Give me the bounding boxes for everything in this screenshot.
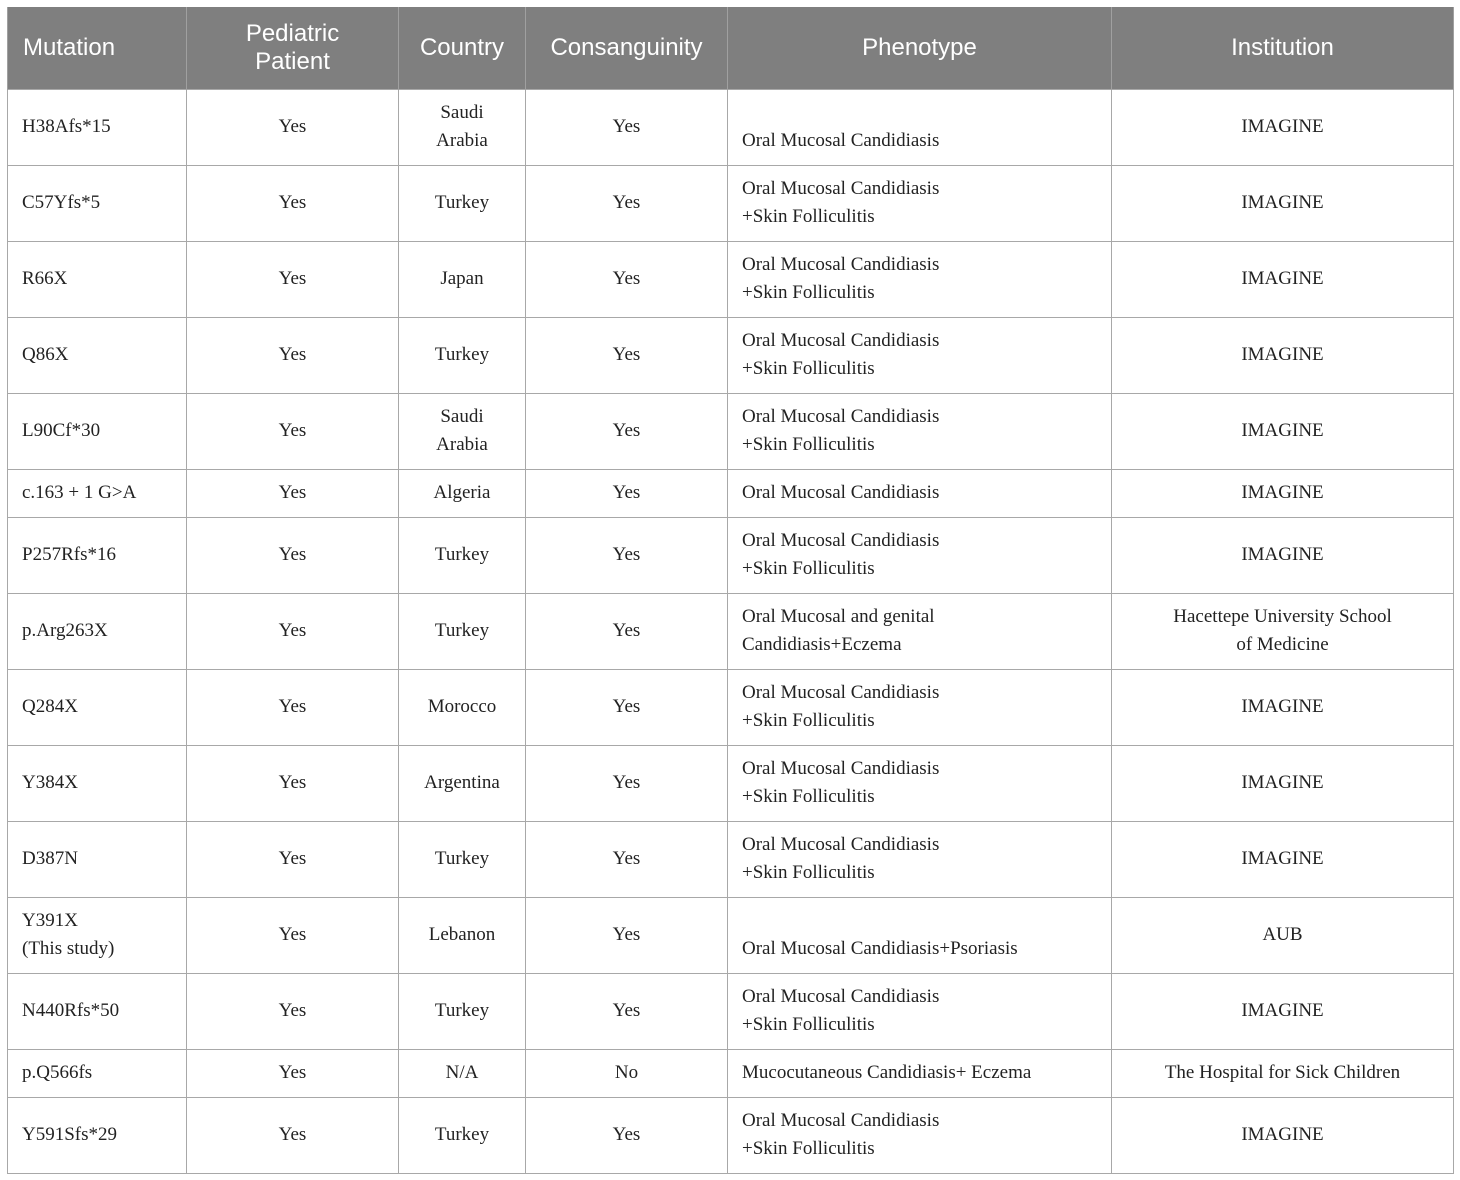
table-row: [8, 745, 1454, 821]
table-row: [8, 821, 1454, 897]
cell-mutation: R66X: [8, 241, 187, 317]
cell-institution: IMAGINE: [1112, 317, 1454, 393]
cell-country: Turkey: [399, 317, 526, 393]
cell-mutation: Y384X: [8, 745, 187, 821]
table-row: [8, 165, 1454, 241]
header-consanguinity: Consanguinity: [526, 7, 728, 89]
cell-consanguinity: Yes: [526, 469, 728, 517]
cell-country: Turkey: [399, 517, 526, 593]
cell-mutation: Y591Sfs*29: [8, 1097, 187, 1173]
cell-mutation: p.Arg263X: [8, 593, 187, 669]
table-row: [8, 593, 1454, 669]
cell-phenotype: Oral Mucosal Candidiasis +Skin Folliculitis: [728, 393, 1112, 469]
cell-consanguinity: Yes: [526, 517, 728, 593]
cell-phenotype: Oral Mucosal Candidiasis +Skin Folliculitis: [728, 241, 1112, 317]
cell-pediatric: Yes: [187, 745, 399, 821]
table-row: [8, 469, 1454, 517]
cell-phenotype: Oral Mucosal Candidiasis +Skin Folliculitis: [728, 165, 1112, 241]
cell-institution: IMAGINE: [1112, 973, 1454, 1049]
cell-country: N/A: [399, 1049, 526, 1097]
cell-phenotype: Oral Mucosal Candidiasis +Skin Folliculitis: [728, 745, 1112, 821]
cell-pediatric: Yes: [187, 1049, 399, 1097]
cell-consanguinity: Yes: [526, 897, 728, 973]
cell-country: Japan: [399, 241, 526, 317]
cell-consanguinity: Yes: [526, 165, 728, 241]
cell-institution: IMAGINE: [1112, 745, 1454, 821]
cell-institution: IMAGINE: [1112, 669, 1454, 745]
cell-country: Saudi Arabia: [399, 89, 526, 165]
cell-phenotype: [728, 89, 1112, 165]
cell-consanguinity: Yes: [526, 393, 728, 469]
cell-pediatric: Yes: [187, 469, 399, 517]
phenotype-text: Oral Mucosal Candidiasis+Psoriasis: [742, 938, 1018, 959]
cell-phenotype: Oral Mucosal Candidiasis +Skin Folliculitis: [728, 517, 1112, 593]
cell-country: Turkey: [399, 593, 526, 669]
cell-pediatric: Yes: [187, 1097, 399, 1173]
cell-consanguinity: Yes: [526, 973, 728, 1049]
cell-pediatric: Yes: [187, 973, 399, 1049]
table-row: [8, 317, 1454, 393]
cell-mutation: N440Rfs*50: [8, 973, 187, 1049]
cell-pediatric: Yes: [187, 317, 399, 393]
cell-institution: IMAGINE: [1112, 89, 1454, 165]
table-row: [8, 1097, 1454, 1173]
cell-mutation: Y391X (This study): [8, 897, 187, 973]
cell-consanguinity: No: [526, 1049, 728, 1097]
cell-country: Turkey: [399, 1097, 526, 1173]
cell-pediatric: Yes: [187, 241, 399, 317]
cell-phenotype: Oral Mucosal and genital Candidiasis+Eczema: [728, 593, 1112, 669]
table-row: [8, 89, 1454, 165]
cell-institution: Hacettepe University School of Medicine: [1112, 593, 1454, 669]
cell-mutation: H38Afs*15: [8, 89, 187, 165]
table-row: [8, 897, 1454, 973]
cell-consanguinity: Yes: [526, 1097, 728, 1173]
cell-mutation: c.163 + 1 G>A: [8, 469, 187, 517]
cell-pediatric: Yes: [187, 165, 399, 241]
cell-institution: IMAGINE: [1112, 821, 1454, 897]
cell-mutation: Q86X: [8, 317, 187, 393]
cell-phenotype: Oral Mucosal Candidiasis +Skin Folliculitis: [728, 317, 1112, 393]
header-mutation: Mutation: [8, 7, 187, 89]
header-phenotype: Phenotype: [728, 7, 1112, 89]
cell-institution: AUB: [1112, 897, 1454, 973]
cell-phenotype: Mucocutaneous Candidiasis+ Eczema: [728, 1049, 1112, 1097]
cell-pediatric: Yes: [187, 669, 399, 745]
cell-pediatric: Yes: [187, 821, 399, 897]
cell-mutation: D387N: [8, 821, 187, 897]
cell-country: Algeria: [399, 469, 526, 517]
cell-phenotype: Oral Mucosal Candidiasis +Skin Folliculitis: [728, 973, 1112, 1049]
cell-institution: IMAGINE: [1112, 393, 1454, 469]
table-row: [8, 973, 1454, 1049]
cell-consanguinity: Yes: [526, 89, 728, 165]
cell-consanguinity: Yes: [526, 317, 728, 393]
cell-consanguinity: Yes: [526, 745, 728, 821]
cell-mutation: p.Q566fs: [8, 1049, 187, 1097]
cell-pediatric: Yes: [187, 517, 399, 593]
cell-phenotype: Oral Mucosal Candidiasis +Skin Folliculitis: [728, 1097, 1112, 1173]
cell-institution: IMAGINE: [1112, 517, 1454, 593]
cell-phenotype: Oral Mucosal Candidiasis +Skin Folliculitis: [728, 669, 1112, 745]
phenotype-text: Oral Mucosal Candidiasis: [742, 130, 940, 151]
table-row: [8, 517, 1454, 593]
cell-mutation: C57Yfs*5: [8, 165, 187, 241]
cell-country: Lebanon: [399, 897, 526, 973]
cell-institution: IMAGINE: [1112, 165, 1454, 241]
cell-country: Turkey: [399, 821, 526, 897]
header-institution: Institution: [1112, 7, 1454, 89]
cell-country: Morocco: [399, 669, 526, 745]
header-country: Country: [399, 7, 526, 89]
cell-consanguinity: Yes: [526, 593, 728, 669]
cell-phenotype: [728, 897, 1112, 973]
cell-consanguinity: Yes: [526, 821, 728, 897]
cell-mutation: L90Cf*30: [8, 393, 187, 469]
cell-country: Turkey: [399, 973, 526, 1049]
cell-institution: IMAGINE: [1112, 1097, 1454, 1173]
cell-phenotype: Oral Mucosal Candidiasis +Skin Folliculitis: [728, 821, 1112, 897]
cell-mutation: Q284X: [8, 669, 187, 745]
table-row: [8, 669, 1454, 745]
cell-institution: IMAGINE: [1112, 469, 1454, 517]
header-pediatric-patient: Pediatric Patient: [187, 7, 399, 89]
cell-institution: IMAGINE: [1112, 241, 1454, 317]
cell-country: Saudi Arabia: [399, 393, 526, 469]
table-row: [8, 1049, 1454, 1097]
cell-pediatric: Yes: [187, 393, 399, 469]
cell-pediatric: Yes: [187, 593, 399, 669]
table-row: [8, 393, 1454, 469]
cell-pediatric: Yes: [187, 89, 399, 165]
header-row: [8, 7, 1454, 89]
cell-consanguinity: Yes: [526, 241, 728, 317]
cell-pediatric: Yes: [187, 897, 399, 973]
cell-country: Turkey: [399, 165, 526, 241]
cell-institution: The Hospital for Sick Children: [1112, 1049, 1454, 1097]
table-row: [8, 241, 1454, 317]
mutation-table: [7, 7, 1454, 1174]
cell-consanguinity: Yes: [526, 669, 728, 745]
cell-mutation: P257Rfs*16: [8, 517, 187, 593]
cell-phenotype: Oral Mucosal Candidiasis: [728, 469, 1112, 517]
cell-country: Argentina: [399, 745, 526, 821]
